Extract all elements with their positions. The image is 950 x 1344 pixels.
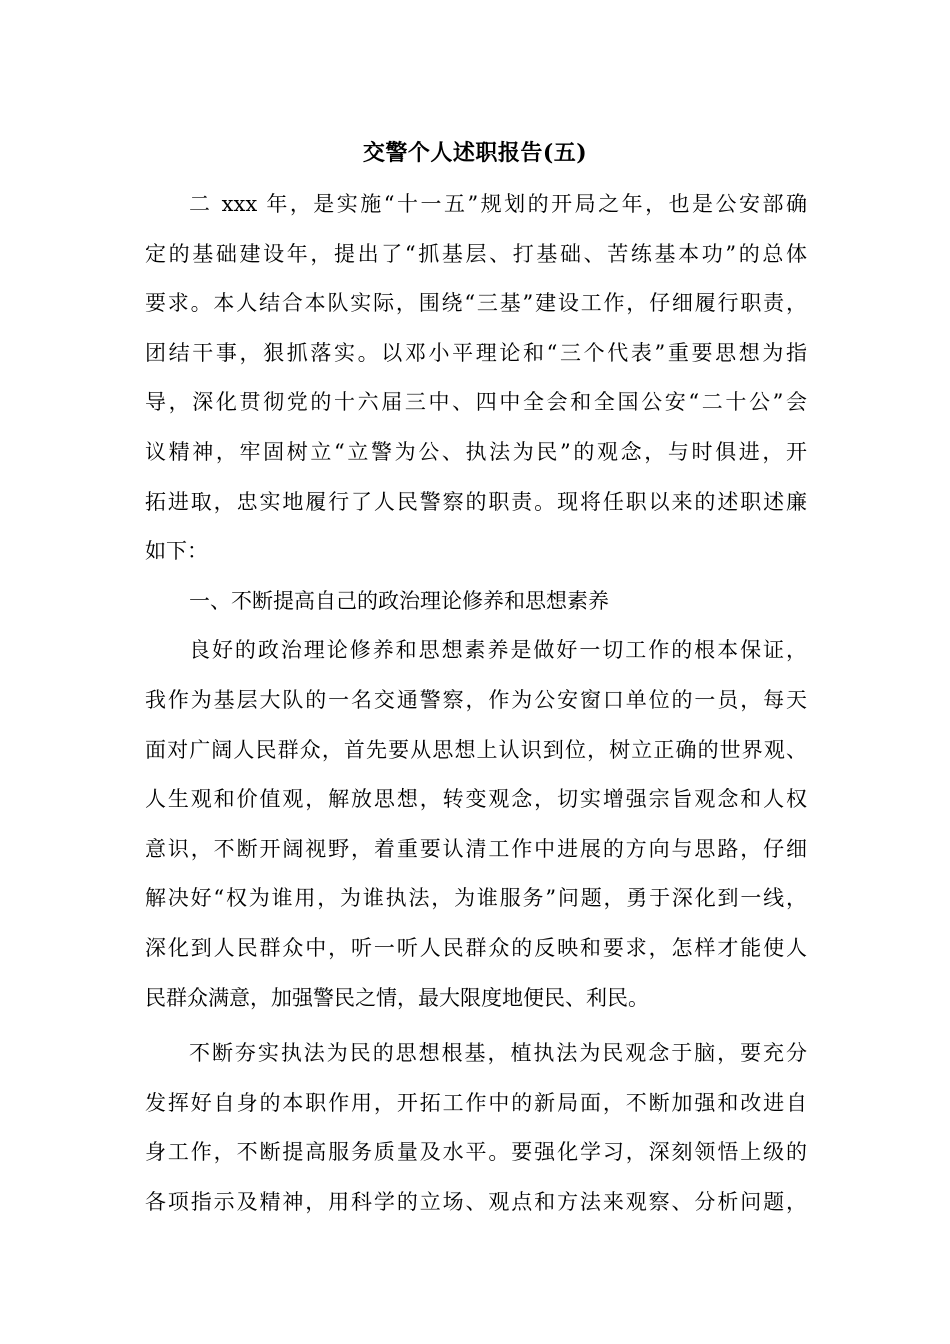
- paragraph-2: [145, 626, 807, 1023]
- text-line: 发挥好自身的本职作用，开拓工作中的新局面，不断加强和改进自: [145, 1090, 807, 1115]
- text-line: 良好的政治理论修养和思想素养是做好一切工作的根本保证，: [189, 638, 807, 663]
- text-line: 人生观和价值观，解放思想，转变观念，切实增强宗旨观念和人权: [145, 787, 807, 812]
- text-line: 意识，不断开阔视野，着重要认清工作中进展的方向与思路，仔细: [145, 836, 807, 861]
- text-line: 如下：: [145, 539, 208, 564]
- text-line: 身工作，不断提高服务质量及水平。要强化学习，深刻领悟上级的: [145, 1140, 807, 1165]
- text-line: 一、不断提高自己的政治理论修养和思想素养: [189, 588, 609, 613]
- text-line: 团结干事，狠抓落实。以邓小平理论和“三个代表”重要思想为指: [145, 340, 807, 365]
- text-line: 拓进取，忠实地履行了人民警察的职责。现将任职以来的述职述廉: [145, 489, 807, 514]
- text-line: 导，深化贯彻党的十六届三中、四中全会和全国公安“二十公”会: [145, 390, 807, 415]
- document-body: [145, 180, 807, 1227]
- section-heading-1: [145, 577, 807, 627]
- text-line: 面对广阔人民群众，首先要从思想上认识到位，树立正确的世界观、: [145, 737, 807, 762]
- text-line: 解决好“权为谁用，为谁执法，为谁服务”问题，勇于深化到一线，: [145, 886, 807, 911]
- text-line: 定的基础建设年，提出了“抓基层、打基础、苦练基本功”的总体: [145, 241, 807, 266]
- text-line: 深化到人民群众中，听一听人民群众的反映和要求，怎样才能使人: [145, 935, 807, 960]
- text-line: 各项指示及精神，用科学的立场、观点和方法来观察、分析问题，: [145, 1189, 807, 1214]
- paragraph-1: [145, 180, 807, 577]
- text-line: 要求。本人结合本队实际，围绕“三基”建设工作，仔细履行职责，: [145, 291, 807, 316]
- text-line: 议精神，牢固树立“立警为公、执法为民”的观念，与时俱进，开: [145, 439, 807, 464]
- text-line: 二 xxx 年，是实施“十一五”规划的开局之年，也是公安部确: [189, 192, 807, 216]
- text-line: 我作为基层大队的一名交通警察，作为公安窗口单位的一员，每天: [145, 687, 807, 712]
- text-line: 不断夯实执法为民的思想根基，植执法为民观念于脑，要充分: [189, 1041, 807, 1066]
- document-title: 交警个人述职报告(五): [362, 140, 588, 166]
- text-line: 民群众满意，加强警民之情，最大限度地便民、利民。: [145, 985, 649, 1010]
- paragraph-3: [145, 1029, 807, 1227]
